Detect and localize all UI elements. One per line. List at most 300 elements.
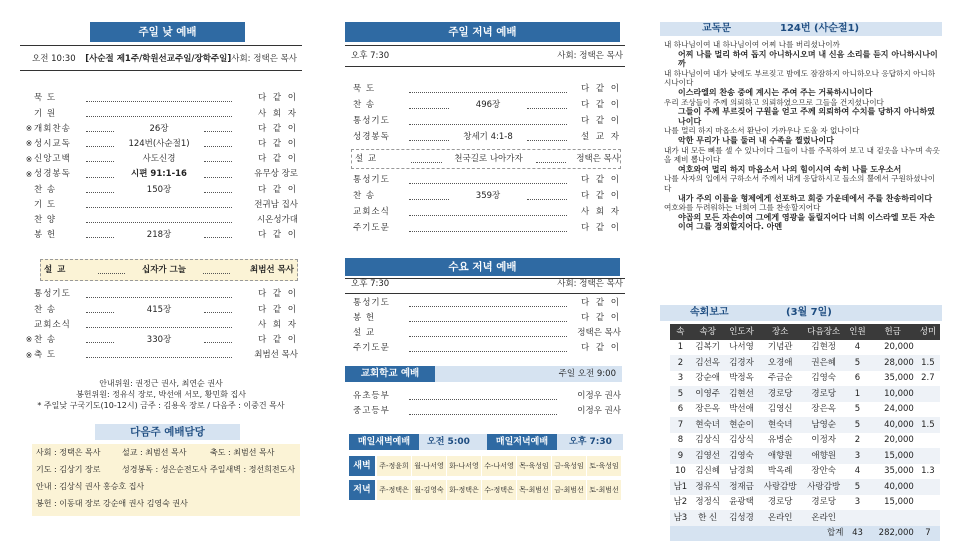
duty-item: 기도 : 김상기 장로 [36, 465, 100, 475]
table-cell [916, 340, 940, 356]
notes: 안내위원: 권정근 권사, 최연순 권사 봉헌위원: 정유식 장로, 박선애 서모, 황민화 집사 * 주일낮 구국기도(10-12시) 금주 : 김용옥 장로 / 다음주 : 이중건 목사 [20, 378, 302, 411]
item-person: 다 같 이 [236, 335, 298, 345]
item-name: 묵 도 [34, 93, 82, 103]
table-row [670, 340, 940, 356]
item-person: 다 같 이 [236, 93, 298, 103]
table-cell: 35,000 [870, 464, 916, 480]
leader-dots [86, 292, 232, 298]
leader-dots [204, 232, 232, 238]
table-cell: 경로당 [758, 495, 802, 511]
table-cell: 한 신 [691, 510, 725, 526]
item-value: 시편 91:1-16 [118, 169, 200, 179]
leader-dots [409, 194, 449, 200]
total-people: 43 [845, 526, 869, 541]
table-cell: 현숙녀 [691, 417, 725, 433]
item-value: 415장 [118, 305, 200, 315]
item-person: 사 회 자 [236, 109, 298, 119]
leader-dots [86, 232, 114, 238]
worship-row [353, 342, 621, 355]
table-cell: 강순애 [691, 371, 725, 387]
table-row [670, 355, 940, 371]
item-person: 설 교 자 [571, 132, 621, 142]
item-value: 창세기 4:1-8 [453, 132, 523, 142]
item-person: 다 같 이 [236, 230, 298, 240]
table-cell: 2 [845, 433, 869, 449]
table-cell: 4 [845, 340, 869, 356]
leader-dots [86, 172, 114, 178]
wednesday-title: 수요 저녁 예배 [345, 258, 620, 276]
table-cell [916, 495, 940, 511]
daily-cell: 주-정윤희 [377, 456, 411, 476]
item-name: 통성기도 [353, 175, 405, 185]
item-person: 다 같 이 [571, 175, 621, 185]
worship-row [24, 153, 298, 166]
table-cell: 15,000 [870, 448, 916, 464]
star-mark: ※ [24, 351, 34, 361]
item-name: 교회소식 [34, 320, 82, 330]
worship-row [24, 92, 298, 105]
worship-row [24, 122, 298, 135]
table-row [670, 417, 940, 433]
table-cell: 유병순 [758, 433, 802, 449]
leader-dots [86, 187, 114, 193]
item-value: 26장 [118, 124, 200, 134]
table-cell: 남영순 [802, 417, 846, 433]
table-cell: 애향원 [802, 448, 846, 464]
leader-dots [86, 96, 232, 102]
worship-row [24, 198, 298, 211]
table-cell: 1.5 [916, 355, 940, 371]
table-row [670, 433, 940, 449]
service-info: 오전 10:30 [사순절 제1주/학원선교주일/장학주일] 사회: 정택은 목사 [32, 52, 297, 66]
leader-dots [409, 210, 567, 216]
table-cell: 나서영 [725, 340, 759, 356]
daily-cell: 금-최범선 [552, 480, 586, 500]
left-column [20, 0, 302, 528]
worship-row [353, 99, 621, 112]
item-name: 성경봉독 [353, 132, 405, 142]
leader-dots [204, 187, 232, 193]
leader-dots [86, 141, 114, 147]
leader-dots [204, 307, 232, 313]
item-person: 다 같 이 [236, 185, 298, 195]
worship-row [353, 327, 621, 340]
leader-dots [86, 322, 232, 328]
table-row [670, 479, 940, 495]
item-person: 전귀남 집사 [236, 200, 298, 210]
table-cell: 김상식 [725, 433, 759, 449]
table-cell: 남경희 [725, 464, 759, 480]
daily-row-label: 저녁 [349, 480, 375, 500]
item-person: 다 같 이 [571, 298, 621, 308]
table-cell: 5 [845, 355, 869, 371]
leader-dots [86, 352, 232, 358]
item-person: 다 같 이 [571, 313, 621, 323]
daily-cell: 화-정택은 [447, 480, 481, 500]
litany-text [664, 40, 942, 232]
leader-dots [409, 331, 567, 337]
total-money: 282,000 [870, 526, 916, 541]
table-cell: 윤광택 [725, 495, 759, 511]
evening-sermon-row: 설 교 천국길로 나아가자 정택은 목사 [355, 153, 620, 166]
item-name: 봉 헌 [34, 230, 82, 240]
table-cell: 정정식 [691, 495, 725, 511]
table-header: 헌금 [870, 324, 916, 340]
dept-leader: 이정우 권사 [561, 391, 621, 401]
item-person: 다 같 이 [236, 289, 298, 299]
item-person: 정택은 목사 [571, 328, 621, 338]
daily-cell: 수-정택은 [482, 480, 516, 500]
table-cell: 김현선 [725, 386, 759, 402]
item-person: 유무상 장로 [236, 169, 298, 179]
litany-response: 야곱의 모든 자손이여 그에게 영광을 돌릴지어다 너희 이스라엘 모든 자손이여 그를 경외할지어다. 아멘 [664, 213, 942, 232]
sunday-morning-title: 주일 낮 예배 [90, 22, 245, 42]
wednesday-info: 오후 7:30 사회: 정택은 목사 [351, 278, 623, 291]
duty-item: 사회 : 정택은 목사 [36, 448, 100, 458]
table-cell: 기념관 [758, 340, 802, 356]
item-name: 축 도 [34, 350, 82, 360]
table-row [670, 464, 940, 480]
table-cell: 현순이 [725, 417, 759, 433]
item-value: 124번(사순절1) [118, 139, 200, 149]
item-name: 통성기도 [353, 298, 405, 308]
table-cell: 박선애 [725, 402, 759, 418]
table-cell: 1 [670, 340, 691, 356]
litany-leader: 여호와를 두려워하는 너희여 그를 찬송할지어다 [664, 203, 942, 213]
table-cell [916, 448, 940, 464]
worship-row [24, 349, 298, 362]
worship-row [353, 131, 621, 144]
table-cell [916, 402, 940, 418]
star-mark: ※ [24, 170, 34, 180]
table-cell: 5 [845, 479, 869, 495]
item-person: 다 같 이 [571, 84, 621, 94]
item-person: 다 같 이 [236, 154, 298, 164]
item-person: 다 같 이 [236, 305, 298, 315]
litany-leader: 내 하나님이여 내 하나님이여 어찌 나를 버리셨나이까 [664, 40, 942, 50]
litany-response: 악한 무리가 나를 둘러 내 수족을 찔렀나이다 [664, 136, 942, 146]
item-person: 다 같 이 [571, 343, 621, 353]
table-cell: 사랑감방 [802, 479, 846, 495]
item-name: 찬 송 [353, 100, 405, 110]
star-mark: ※ [24, 155, 34, 165]
table-cell: 남3 [670, 510, 691, 526]
item-name: 주기도문 [353, 343, 405, 353]
table-cell: 10 [670, 464, 691, 480]
table-cell [916, 479, 940, 495]
duty-item: 봉헌 : 이동대 장로 강순애 권사 김영숙 권사 [36, 499, 188, 509]
item-person: 사 회 자 [571, 207, 621, 217]
item-value: 사도신경 [118, 154, 200, 164]
leader-dots [86, 307, 114, 313]
worship-row [24, 334, 298, 347]
worship-row [353, 190, 621, 203]
item-name: 주기도문 [353, 223, 405, 233]
table-row [670, 448, 940, 464]
table-cell [916, 386, 940, 402]
table-row [670, 510, 940, 526]
table-cell: 4 [845, 464, 869, 480]
leader-dots [204, 172, 232, 178]
leader-dots [409, 226, 567, 232]
item-name: 교회소식 [353, 207, 405, 217]
table-cell: 김현정 [802, 340, 846, 356]
leader-dots [204, 156, 232, 162]
worship-row [24, 138, 298, 151]
table-cell: 24,000 [870, 402, 916, 418]
item-person: 다 같 이 [236, 124, 298, 134]
table-cell: 7 [670, 417, 691, 433]
total-row [670, 526, 940, 541]
sermon-row: 설 교 십자가 그늘 최범선 목사 [44, 264, 294, 277]
school-title: 교회학교 예배 주일 오전 9:00 [345, 366, 622, 382]
worship-row [24, 229, 298, 242]
table-cell: 20,000 [870, 340, 916, 356]
right-column [660, 0, 945, 528]
table-cell: 경로당 [758, 386, 802, 402]
item-name: 봉 헌 [353, 313, 405, 323]
leader-dots [527, 103, 567, 109]
daily-cell: 월-나서영 [412, 456, 446, 476]
leader-dots [204, 126, 232, 132]
table-cell: 2.7 [916, 371, 940, 387]
table-cell: 정재금 [725, 479, 759, 495]
dept-leader: 이정우 권사 [561, 406, 621, 416]
daily-cell: 토-최범선 [587, 480, 621, 500]
table-cell: 경로당 [802, 495, 846, 511]
leader-dots [204, 337, 232, 343]
item-name: 기 원 [34, 109, 82, 119]
item-name: 찬 양 [34, 215, 82, 225]
table-cell: 1.5 [916, 417, 940, 433]
leader-dots [86, 126, 114, 132]
daily-row-label: 새벽 [349, 456, 375, 476]
item-value: 359장 [453, 191, 523, 201]
table-cell: 1.3 [916, 464, 940, 480]
table-cell: 장은옥 [691, 402, 725, 418]
worship-row [24, 318, 298, 331]
school-row [353, 390, 621, 403]
item-value: 330장 [118, 335, 200, 345]
item-person: 시온성가대 [236, 215, 298, 225]
litany-leader: 내가 내 모든 뼈를 셀 수 있나이다 그들이 나를 주목하여 보고 내 겉옷을 나누며 속옷을 제비 뽑나이다 [664, 146, 942, 165]
item-name: 기 도 [34, 200, 82, 210]
table-cell [845, 510, 869, 526]
item-name: 찬 송 [34, 335, 82, 345]
leader-dots [409, 346, 567, 352]
litany-response: 여호와여 멀리 하지 마옵소서 나의 힘이시여 속히 나를 도우소서 [664, 165, 942, 175]
table-cell: 김신혜 [691, 464, 725, 480]
item-name: 통성기도 [34, 289, 82, 299]
worship-row [24, 288, 298, 301]
item-person: 다 같 이 [571, 223, 621, 233]
worship-row [353, 83, 621, 96]
litany-leader: 나를 멀리 하지 마옵소서 환난이 가까우나 도울 자 없나이다 [664, 126, 942, 136]
table-cell: 사랑감방 [758, 479, 802, 495]
table-cell: 3 [845, 495, 869, 511]
table-cell: 주금순 [758, 371, 802, 387]
daily-cell: 금-육성임 [552, 456, 586, 476]
table-cell: 온라인 [758, 510, 802, 526]
table-cell: 20,000 [870, 433, 916, 449]
leader-dots [409, 316, 567, 322]
item-person: 최범선 목사 [236, 350, 298, 360]
table-cell: 15,000 [870, 495, 916, 511]
table-cell: 40,000 [870, 417, 916, 433]
litany-leader: 나를 사자의 입에서 구하소서 주께서 내게 응답하시고 들소의 뿔에서 구원하셨나이다 [664, 174, 942, 193]
duty-item: 주일새벽 : 정선희전도사 [210, 465, 295, 475]
leader-dots [409, 103, 449, 109]
table-cell: 10,000 [870, 386, 916, 402]
school-row [353, 405, 621, 418]
litany-response: 어찌 나를 멀리 하여 돕지 아니하시오며 내 신음 소리를 듣지 아니하시나이까 [664, 50, 942, 69]
worship-row [24, 214, 298, 227]
litany-response: 그들이 주께 부르짖어 구원을 얻고 주께 의뢰하여 수치를 당하지 아니하였나이다 [664, 107, 942, 126]
daily-header: 매일새벽예배 오전 5:00 매일저녁예배 오후 7:30 [349, 434, 623, 450]
table-cell: 남2 [670, 495, 691, 511]
mid-column [345, 0, 625, 528]
item-person: 다 같 이 [571, 100, 621, 110]
table-cell [916, 510, 940, 526]
table-row [670, 386, 940, 402]
table-cell: 김경자 [725, 355, 759, 371]
leader-dots [409, 87, 567, 93]
item-person: 다 같 이 [571, 116, 621, 126]
total-rice: 7 [916, 526, 940, 541]
table-cell: 김영신 [758, 402, 802, 418]
item-name: 성경봉독 [34, 169, 82, 179]
table-cell: 이영주 [691, 386, 725, 402]
leader-dots [86, 337, 114, 343]
litany-response: 내가 주의 이름을 형제에게 선포하고 회중 가운데에서 주를 찬송하리이다 [664, 194, 942, 204]
litany-leader: 우리 조상들이 주께 의뢰하고 의뢰하였으므로 그들을 건지셨나이다 [664, 98, 942, 108]
duty-item: 안내 : 김상식 권사 홍승호 집사 [36, 482, 144, 492]
table-cell: 박정옥 [725, 371, 759, 387]
table-cell: 이정자 [802, 433, 846, 449]
table-cell: 경로당 [802, 386, 846, 402]
table-cell: 3 [845, 448, 869, 464]
table-header: 다음장소 [802, 324, 846, 340]
table-cell: 3 [670, 371, 691, 387]
daily-cell: 토-육성임 [587, 456, 621, 476]
leader-dots [204, 141, 232, 147]
table-cell: 8 [670, 433, 691, 449]
worship-row [24, 183, 298, 196]
table-cell: 김영숙 [725, 448, 759, 464]
dept-name: 중고등부 [353, 406, 405, 416]
table-cell: 김복기 [691, 340, 725, 356]
item-value: 218장 [118, 230, 200, 240]
table-cell: 남1 [670, 479, 691, 495]
star-mark: ※ [24, 335, 34, 345]
item-name: 찬 송 [353, 191, 405, 201]
star-mark: ※ [24, 139, 34, 149]
item-name: 찬 송 [34, 305, 82, 315]
item-person: 사 회 자 [236, 320, 298, 330]
table-cell: 35,000 [870, 371, 916, 387]
table-row [670, 495, 940, 511]
item-value: 496장 [453, 100, 523, 110]
table-cell: 장안숙 [802, 464, 846, 480]
table-row [670, 371, 940, 387]
daily-cell: 목-최범선 [517, 480, 551, 500]
report-table [670, 324, 940, 541]
worship-row [24, 303, 298, 316]
leader-dots [527, 194, 567, 200]
table-cell: 6 [670, 402, 691, 418]
litany-leader: 내 하나님이여 내가 낮에도 부르짖고 밤에도 잠잠하지 아니하오나 응답하지 아니하시나이다 [664, 69, 942, 88]
worship-row [353, 206, 621, 219]
item-name: 성시교독 [34, 139, 82, 149]
table-cell: 28,000 [870, 355, 916, 371]
table-cell: 애향원 [758, 448, 802, 464]
table-cell: 김영선 [691, 448, 725, 464]
next-week-title: 다음주 예배담당 [95, 424, 240, 440]
star-mark: ※ [24, 124, 34, 134]
table-cell: 김영숙 [802, 371, 846, 387]
item-name: 통성기도 [353, 116, 405, 126]
item-person: 다 같 이 [236, 139, 298, 149]
table-cell: 권은혜 [802, 355, 846, 371]
table-cell: 5 [845, 417, 869, 433]
leader-dots [409, 301, 567, 307]
table-cell [870, 510, 916, 526]
table-header: 인도자 [725, 324, 759, 340]
table-cell: 박옥례 [758, 464, 802, 480]
item-name: 묵 도 [353, 84, 405, 94]
table-header: 속장 [691, 324, 725, 340]
daily-cell: 월-김영숙 [412, 480, 446, 500]
leader-dots [409, 394, 557, 400]
leader-dots [409, 135, 449, 141]
sunday-evening-title: 주일 저녁 예배 [345, 22, 620, 42]
table-row [670, 402, 940, 418]
item-person: 다 같 이 [571, 191, 621, 201]
table-cell [916, 433, 940, 449]
table-cell: 6 [845, 371, 869, 387]
litany-title-bar: 교독문 124번 (사순절1) [660, 22, 942, 36]
item-value: 150장 [118, 185, 200, 195]
table-cell: 5 [670, 386, 691, 402]
dept-name: 유초등부 [353, 391, 405, 401]
leader-dots [86, 156, 114, 162]
report-title-bar: 속회보고 (3월 7일) [660, 305, 942, 321]
table-cell: 온라인 [802, 510, 846, 526]
worship-row [24, 107, 298, 120]
item-name: 신앙고백 [34, 154, 82, 164]
leader-dots [527, 135, 567, 141]
table-cell: 2 [670, 355, 691, 371]
duty-item: 축도 : 최범선 목사 [210, 448, 274, 458]
item-name: 설 교 [353, 328, 405, 338]
table-cell: 9 [670, 448, 691, 464]
leader-dots [409, 178, 567, 184]
leader-dots [86, 217, 232, 223]
daily-cell: 주-정택은 [377, 480, 411, 500]
worship-row [24, 168, 298, 181]
table-cell: 장은옥 [802, 402, 846, 418]
daily-cell: 목-육성임 [517, 456, 551, 476]
daily-cell: 수-나서영 [482, 456, 516, 476]
table-cell: 김성경 [725, 510, 759, 526]
table-header: 인원 [845, 324, 869, 340]
table-cell: 1 [845, 386, 869, 402]
leader-dots [409, 119, 567, 125]
worship-row [353, 174, 621, 187]
duty-item: 설교 : 최범선 목사 [122, 448, 186, 458]
table-header: 성미 [916, 324, 940, 340]
duty-item: 성경봉독 : 성은순전도사 [122, 465, 207, 475]
